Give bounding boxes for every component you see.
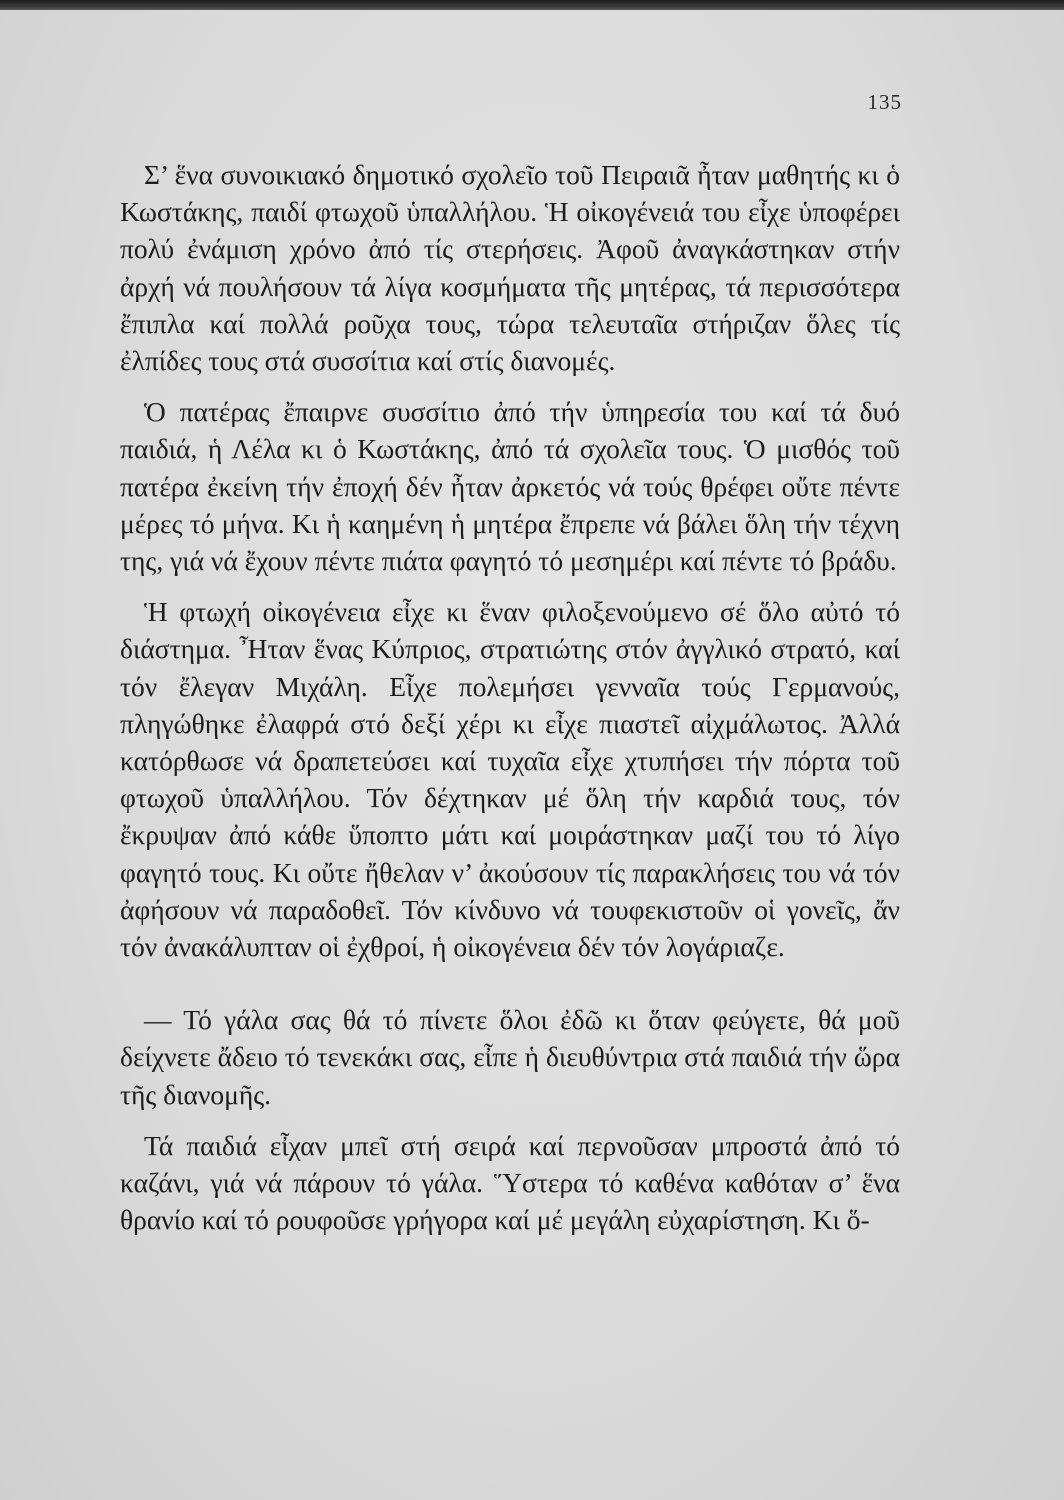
body-text: [120, 156, 900, 1238]
paragraph-4-dialogue: — Τό γάλα σας θά τό πίνετε ὅλοι ἐδῶ κι ὅταν φεύγετε, θά μοῦ δείχνετε ἄδειο τό τενεκάκι σας, εἶπε ἡ διευθύντρια στά παιδιά τήν ὥρα τῆς διανομῆς.: [120, 1004, 900, 1110]
paragraph-1: Σ’ ἕνα συνοικιακό δημοτικό σχολεῖο τοῦ Πειραιᾶ ἦταν μαθητής κι ὁ Κωστάκης, παιδί φτωχοῦ ὑπαλλήλου. Ἡ οἰκογένειά του εἶχε ὑποφέρει πολύ ἐνάμιση χρόνο ἀπό τίς στερήσεις. Ἀφοῦ ἀναγκάστηκαν στήν ἀρχή νά πουλήσουν τά λίγα κοσμήματα τῆς μητέρας, τά περισσότερα ἔπιπλα καί πολλά ροῦχα τους, τώρα τελευταῖα στήριζαν ὅλες τίς ἐλπίδες τους στά συσσίτια καί στίς διανομές.: [120, 159, 900, 377]
paragraph-3: Ἡ φτωχή οἰκογένεια εἶχε κι ἕναν φιλοξενούμενο σέ ὅλο αὐτό τό διάστημα. Ἦταν ἕνας Κύπριος, στρατιώτης στόν ἀγγλικό στρατό, καί τόν ἔλεγαν Μιχάλη. Εἶχε πολεμήσει γενναῖα τούς Γερμανούς, πληγώθηκε ἐλαφρά στό δεξί χέρι κι εἶχε πιαστεῖ αἰχμάλωτος. Ἀλλά κατόρθωσε νά δραπετεύσει καί τυχαῖα εἶχε χτυπήσει τήν πόρτα τοῦ φτωχοῦ ὑπαλλήλου. Τόν δέχτηκαν μέ ὅλη τήν καρδιά τους, τόν ἔκρυψαν ἀπό κάθε ὕποπτο μάτι καί μοιράστηκαν μαζί του τό λίγο φαγητό τους. Κι οὔτε ἤθελαν ν’ ἀκούσουν τίς παρακλήσεις του νά τόν ἀφήσουν νά παραδοθεῖ. Τόν κίνδυνο νά τουφεκιστοῦν οἱ γονεῖς, ἄν τόν ἀνακάλυπταν οἱ ἐχθροί, ἡ οἰκογένεια δέν τόν λογάριαζε.: [120, 596, 900, 963]
book-page: [0, 10, 1064, 1500]
paragraph-2: Ὁ πατέρας ἔπαιρνε συσσίτιο ἀπό τήν ὑπηρεσία του καί τά δυό παιδιά, ἡ Λέλα κι ὁ Κωστάκης, ἀπό τά σχολεῖα τους. Ὁ μισθός τοῦ πατέρα ἐκείνη τήν ἐποχή δέν ἦταν ἀρκετός νά τούς θρέφει οὔτε πέντε μέρες τό μήνα. Κι ἡ καημένη ἡ μητέρα ἔπρεπε νά βάλει ὅλη τήν τέχνη της, γιά νά ἔχουν πέντε πιάτα φαγητό τό μεσημέρι καί πέντε τό βράδυ.: [120, 396, 900, 577]
paragraph-5: Τά παιδιά εἶχαν μπεῖ στή σειρά καί περνοῦσαν μπροστά ἀπό τό καζάνι, γιά νά πάρουν τό γάλα. Ὕστερα τό καθένα καθόταν σ’ ἕνα θρανίο καί τό ρουφοῦσε γρήγορα καί μέ μεγάλη εὐχαρίστηση. Κι ὅ-: [120, 1129, 900, 1236]
page-number: 135: [867, 90, 902, 114]
